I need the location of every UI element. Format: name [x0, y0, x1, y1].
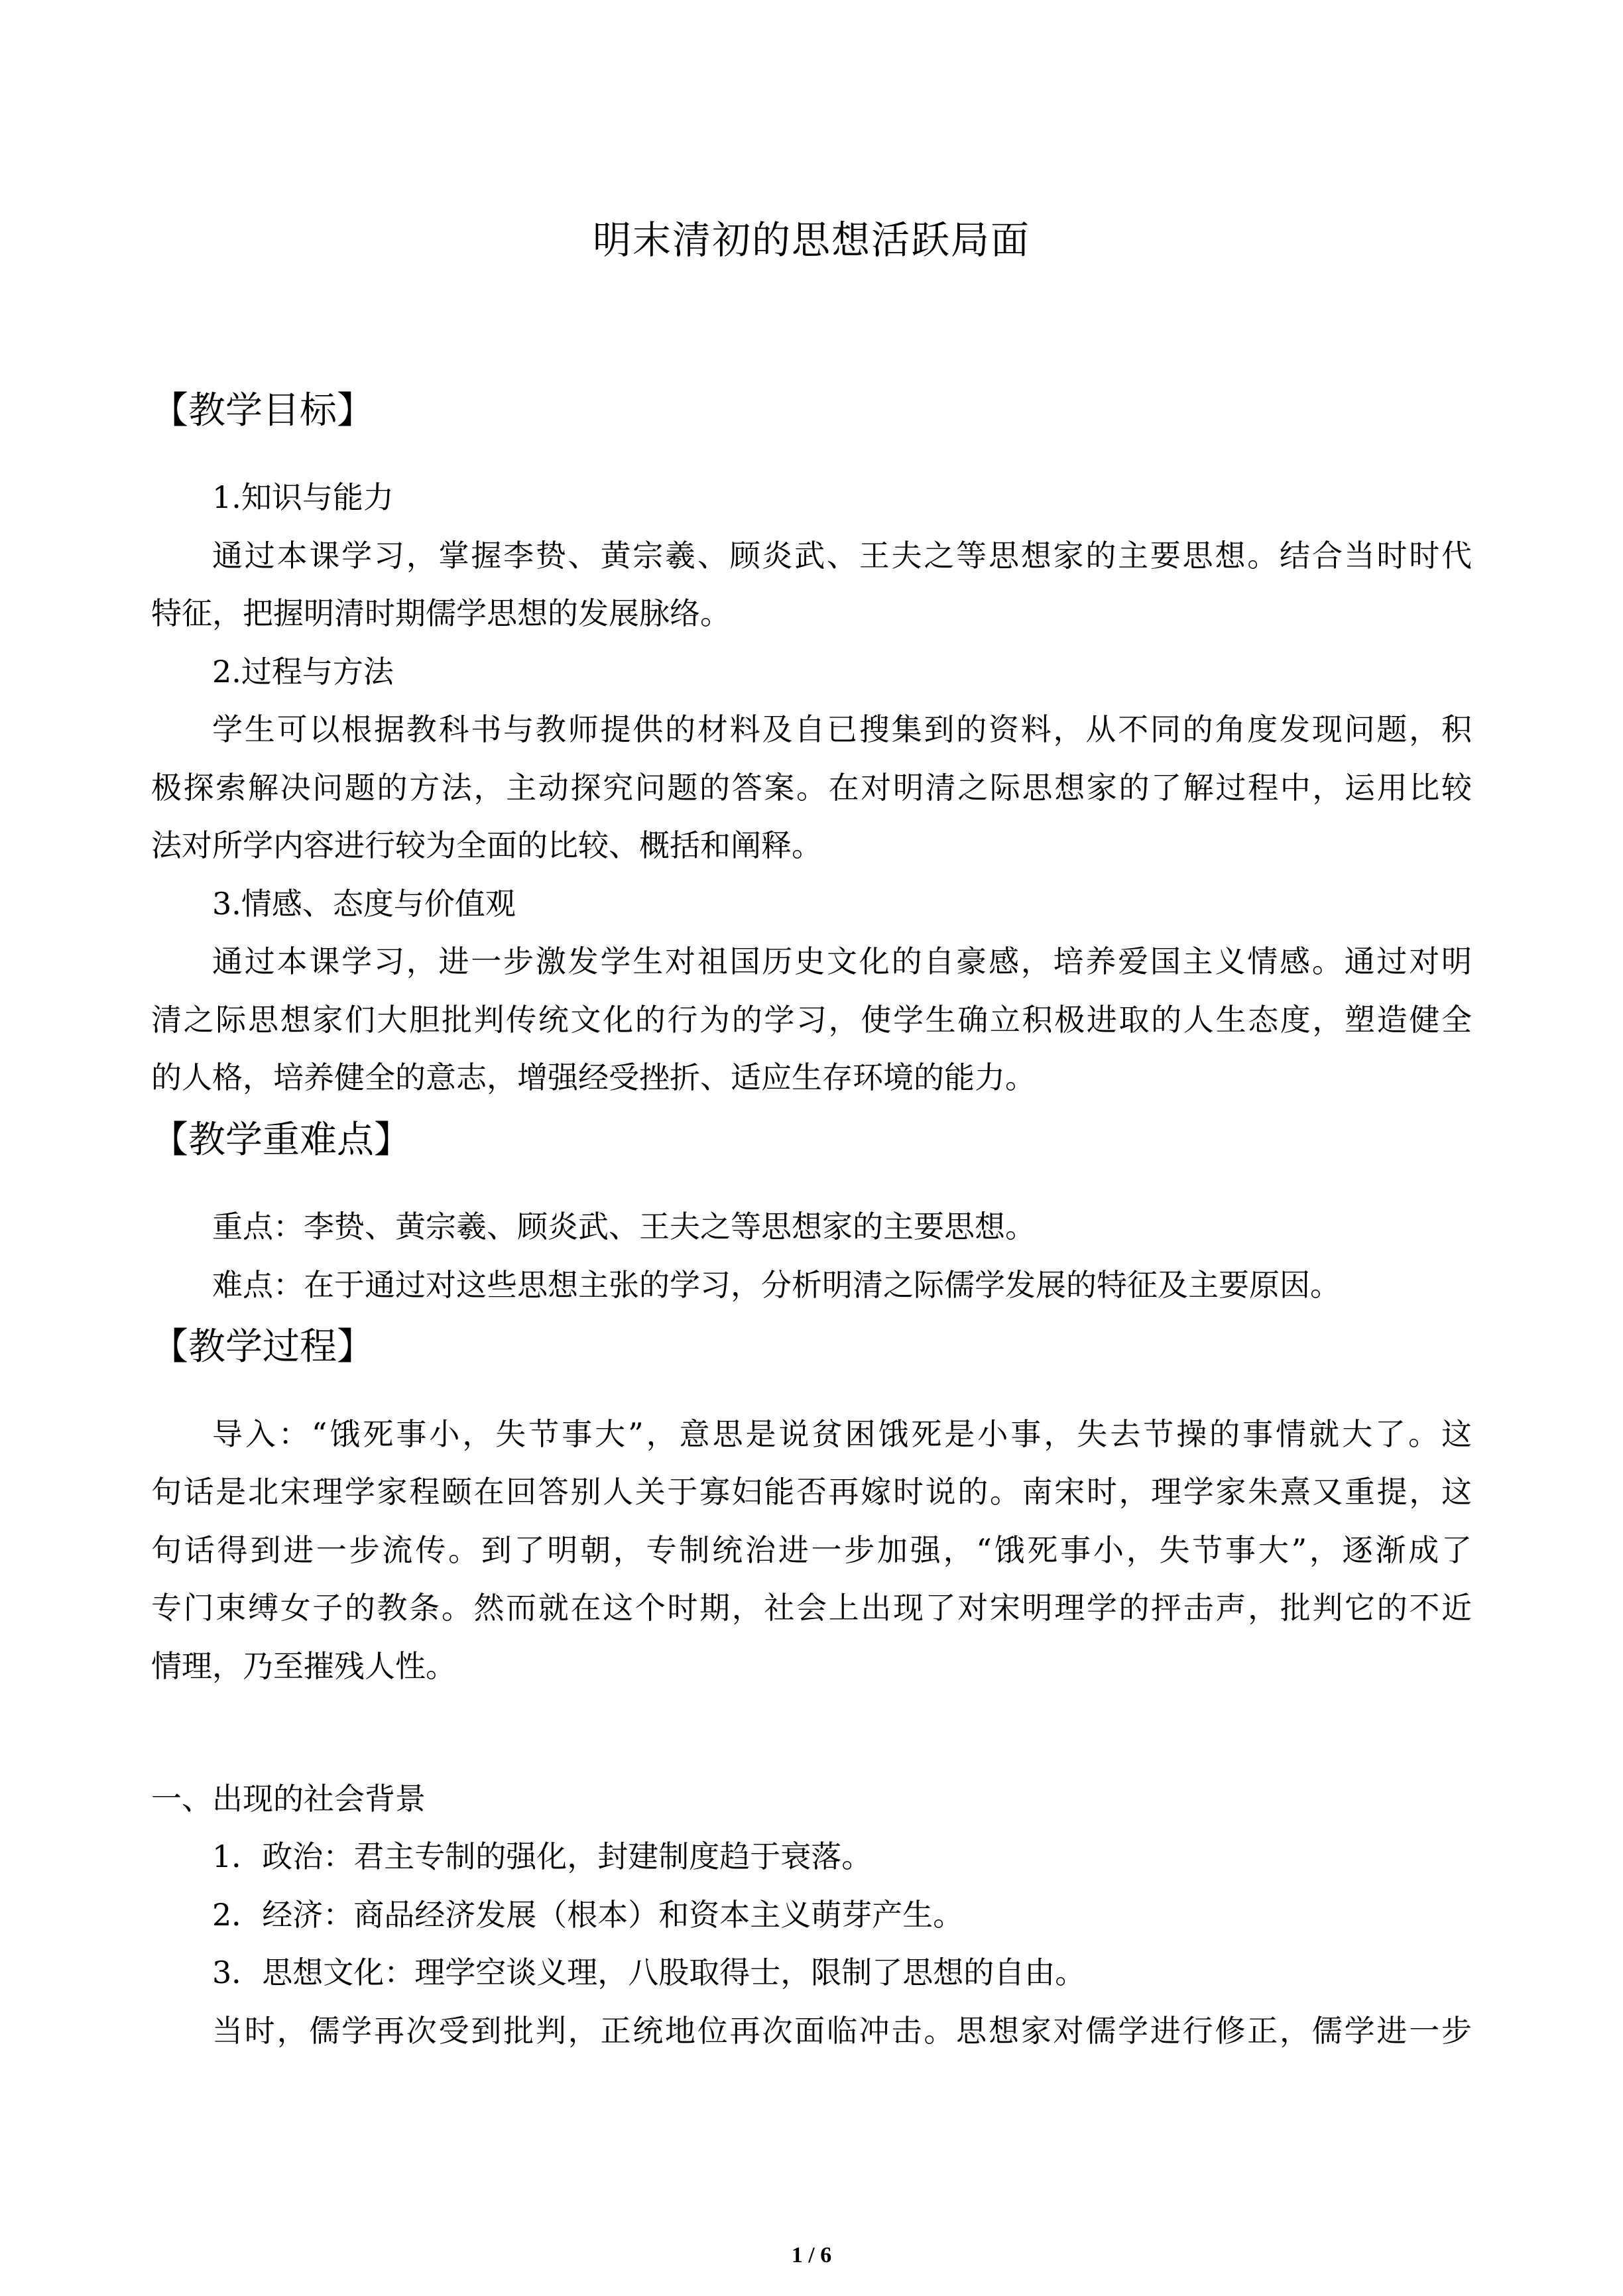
key-point-text: 重点：李贽、黄宗羲、顾炎武、王夫之等思想家的主要思想。	[212, 1209, 1036, 1244]
paragraph-line: 的人格，培养健全的意志，增强经受挫折、适应生存环境的能力。	[151, 1059, 1036, 1095]
part-heading: 一、出现的社会背景	[151, 1781, 426, 1817]
paragraph-line: 通过本课学习，进一步激发学生对祖国历史文化的自豪感，培养爱国主义情感。通过对明	[212, 943, 1472, 979]
paragraph-line: 清之际思想家们大胆批判传统文化的行为的学习，使学生确立积极进取的人生态度，塑造健全	[151, 1002, 1472, 1038]
page-number: 1 / 6	[791, 2243, 832, 2267]
paragraph-line: 句话得到进一步流传。到了明朝，专制统治进一步加强，“饿死事小，失节事大”，逐渐成了	[151, 1532, 1472, 1568]
paragraph-line: 通过本课学习，掌握李贽、黄宗羲、顾炎武、王夫之等思想家的主要思想。结合当时时代	[212, 538, 1472, 574]
list-item: 2．经济：商品经济发展（根本）和资本主义萌芽产生。	[212, 1897, 964, 1933]
paragraph-line: 句话是北宋理学家程颐在回答别人关于寡妇能否再嫁时说的。南宋时，理学家朱熹又重提，这	[151, 1474, 1472, 1510]
section-heading-objectives: 【教学目标】	[151, 389, 374, 432]
objective-item-title: 1.知识与能力	[212, 479, 394, 515]
objective-item-title: 2.过程与方法	[212, 654, 394, 690]
difficult-point-text: 难点：在于通过对这些思想主张的学习，分析明清之际儒学发展的特征及主要原因。	[212, 1267, 1341, 1303]
objective-item-title: 3.情感、态度与价值观	[212, 886, 516, 922]
paragraph-line: 学生可以根据教科书与教师提供的材料及自已搜集到的资料，从不同的角度发现问题，积	[212, 711, 1472, 747]
list-item: 3．思想文化：理学空谈义理，八股取得士，限制了思想的自由。	[212, 1955, 1086, 1990]
paragraph-line: 极探索解决问题的方法，主动探究问题的答案。在对明清之际思想家的了解过程中，运用比较	[151, 770, 1472, 806]
list-item: 1．政治：君主专制的强化，封建制度趋于衰落。	[212, 1839, 872, 1874]
section-heading-key-points: 【教学重难点】	[151, 1118, 411, 1162]
paragraph-line: 法对所学内容进行较为全面的比较、概括和阐释。	[151, 827, 822, 863]
paragraph-line: 当时，儒学再次受到批判，正统地位再次面临冲击。思想家对儒学进行修正，儒学进一步	[212, 2013, 1472, 2049]
document-title: 明末清初的思想活跃局面	[592, 217, 1030, 263]
paragraph-line: 导入：“饿死事小，失节事大”，意思是说贫困饿死是小事，失去节操的事情就大了。这	[212, 1416, 1472, 1452]
paragraph-line: 专门束缚女子的教条。然而就在这个时期，社会上出现了对宋明理学的抨击声，批判它的不近	[151, 1590, 1472, 1626]
paragraph-line: 情理，乃至摧残人性。	[151, 1648, 456, 1684]
section-heading-process: 【教学过程】	[151, 1325, 374, 1368]
paragraph-line: 特征，把握明清时期儒学思想的发展脉络。	[151, 595, 731, 631]
